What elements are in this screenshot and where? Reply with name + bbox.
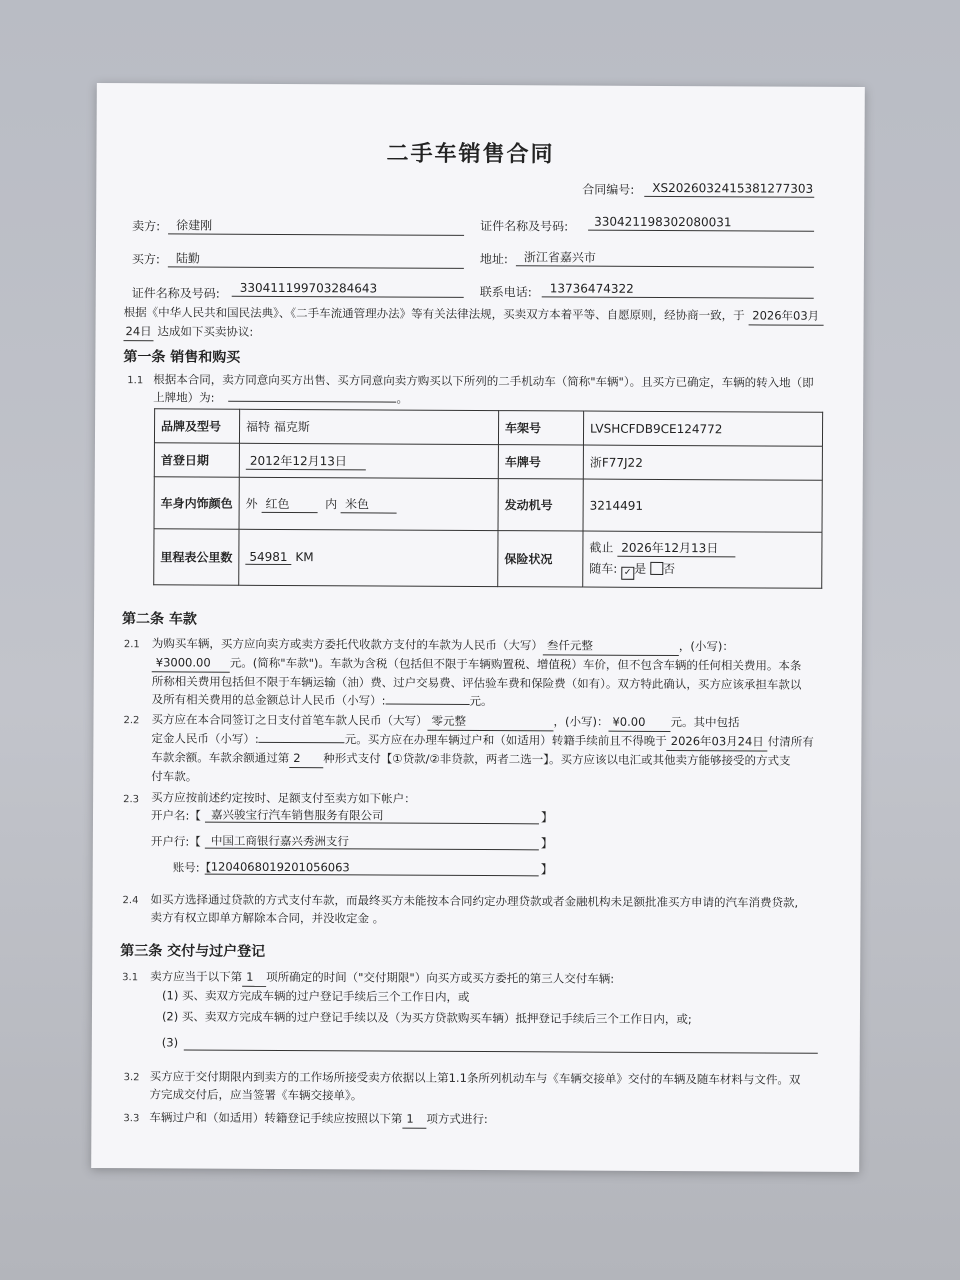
clause-2-1-e: 及所有相关费用的总金额总计人民币（小写）: [151, 692, 386, 708]
mileage-value: 54981 [245, 550, 291, 565]
seller-name: 徐建刚 [176, 218, 213, 233]
clause-2-3-text: 买方应按前述约定按时、足额支付至卖方如下帐户： [151, 790, 416, 806]
account-bank-label: 开户行:【 [150, 834, 201, 849]
account-no-underline [205, 874, 539, 877]
account-bank-close: 】 [540, 836, 553, 851]
clause-3-1-number: 3.1 [122, 972, 139, 984]
clause-2-2-h: 种形式支付【①贷款/②非贷款，两者二选一】。买方应该以电汇或其他卖方能够接受的方式支 [323, 751, 791, 768]
mileage-cell [239, 529, 498, 586]
clause-2-2-a: 买方应在本合同签订之日支付首笔车款人民币（大写） [151, 712, 428, 728]
clause-2-1-d: 所称相关费用包括但不限于车辆运输（油）费、过户交易费、评估验车费和保险费（如有）。双方特此确认，买方应该承担车款以 [151, 674, 802, 692]
table-row [154, 409, 822, 446]
preamble [123, 303, 823, 345]
clause-1-1-line-b: 上牌地）为: [153, 390, 215, 405]
mileage-label: 里程表公里数 [154, 529, 239, 585]
vin-value: LVSHCFDB9CE124772 [583, 411, 822, 446]
engine-label: 发动机号 [498, 479, 583, 531]
clause-1-1-number: 1.1 [127, 375, 144, 387]
account-name-underline [205, 822, 539, 825]
table-row [154, 477, 822, 532]
clause-2-2-number: 2.2 [123, 715, 140, 727]
color-out-value: 红色 [261, 494, 317, 512]
phone: 13736474322 [549, 281, 634, 296]
down-payment-lower: ¥0.00 [608, 713, 670, 732]
clause-2-2 [151, 710, 823, 789]
seller-id-underline [588, 230, 814, 232]
account-name-close: 】 [540, 810, 554, 825]
buyer-id: 330411199703284643 [239, 280, 378, 296]
account-bank: 中国工商银行嘉兴秀洲支行 [210, 833, 349, 849]
contract-no-underline [644, 196, 814, 198]
seller-label: 卖方: [132, 219, 161, 234]
clause-2-4 [150, 890, 822, 930]
clause-1-1-line-a: 根据本合同，卖方同意向买方出售、买方同意向卖方购买以下所列的二手机动车（简称"车辆"）。且买方已确定，车辆的转入地（即 [153, 372, 814, 390]
clause-2-4-b: 卖方有权立即单方解除本合同，并没收定金 。 [150, 910, 385, 926]
clause-2-4-number: 2.4 [122, 895, 139, 907]
price-lower: ¥3000.00 [152, 653, 230, 672]
clause-2-2-g: 车款余额。车款余额通过第 [151, 750, 290, 766]
clause-3-1-option-2: (2) 买、卖双方完成车辆的过户登记手续以及（为买方贷款购买车辆）抵押登记手续后三个工作日内，或; [161, 1009, 692, 1027]
clause-3-2-b: 方完成交付后，应当签署《车辆交接单》。 [149, 1087, 363, 1103]
no-label: 否 [662, 561, 676, 577]
insurance-label: 保险状况 [498, 531, 583, 587]
account-no-close: 】 [540, 862, 553, 877]
price-upper: 叁仟元整 [543, 636, 679, 656]
phone-underline [542, 296, 814, 298]
contract-no: XS2026032415381277303 [652, 180, 814, 196]
option-3-blank [184, 1049, 818, 1053]
buyer-label: 买方: [131, 252, 161, 267]
section-2-title: 第二条 车款 [121, 611, 197, 628]
buyer-underline [168, 266, 464, 269]
clause-1-1-end: 。 [396, 391, 409, 406]
buyer-name: 陆勤 [175, 251, 200, 266]
color-cell [239, 477, 498, 530]
clause-3-1-option-3: (3) [161, 1035, 179, 1050]
reg-date-cell [239, 443, 498, 478]
clause-3-1-a: 卖方应当于以下第 [150, 969, 243, 984]
down-payment-upper: 零元整 [427, 712, 553, 732]
clause-2-2-i: 付车款。 [151, 769, 198, 784]
clause-3-2-number: 3.2 [123, 1072, 140, 1084]
table-row [154, 443, 822, 480]
plate-value: 浙F77J22 [583, 445, 822, 480]
clause-3-2-a: 买方应于交付期限内到卖方的工作场所接受卖方依据以上第1.1条所列机动车与《车辆交接单》交付的车辆及随车材料与文件。双 [149, 1069, 801, 1087]
transfer-place-blank [229, 389, 397, 403]
address-label: 地址: [479, 252, 509, 267]
clause-3-3 [149, 1108, 821, 1131]
clause-3-1-option-1: (1) 买、卖双方完成车辆的过户登记手续后三个工作日内，或 [162, 988, 470, 1004]
clause-2-2-c: 元。其中包括 [670, 715, 740, 730]
with-car-label: 随车: [589, 561, 618, 576]
buyer-id-label: 证件名称及号码: [131, 286, 220, 301]
account-no: 1204068019201056063 [210, 859, 350, 875]
clause-3-3-a: 车辆过户和（如适用）转籍登记手续应按照以下第 [149, 1110, 403, 1126]
clause-2-4-a: 如买方选择通过贷款的方式支付车款，而最终买方未能按本合同约定办理贷款或者金融机构未足额批准买方申请的汽车消费贷款, [150, 892, 799, 910]
account-name-label: 开户名:【 [150, 808, 201, 823]
clause-2-2-d: 定金人民币（小写）: [151, 731, 259, 746]
clause-1-1 [153, 370, 825, 410]
seller-id: 330421198302080031 [594, 214, 732, 230]
account-no-label: 账号:【 [172, 860, 212, 875]
address: 浙江省嘉兴市 [523, 250, 596, 265]
clause-2-2-e: 元。买方应在办理车辆过户和（如适用）转籍手续前且不得晚于 [344, 732, 667, 748]
balance-deadline: 2026年03月24日 [667, 732, 768, 752]
insurance-until-value: 2026年12月13日 [617, 539, 735, 558]
preamble-date-a: 2026年03月 [748, 306, 823, 325]
plate-label: 车牌号 [498, 445, 583, 479]
contract-paper [91, 83, 865, 1172]
color-out-prefix: 外 [245, 496, 258, 511]
preamble-date-b: 24日 [123, 322, 153, 341]
address-underline [516, 265, 814, 268]
yes-label: 是 [634, 561, 647, 576]
clause-3-1 [150, 967, 822, 1008]
brand-value: 福特 福克斯 [239, 409, 498, 444]
yes-checkbox[interactable]: ✓ [621, 567, 634, 580]
reg-date-value: 2012年12月13日 [246, 451, 366, 470]
total-amount-blank [385, 692, 469, 705]
seller-id-label: 证件名称及号码: [480, 219, 569, 234]
preamble-text-2: 达成如下买卖协议: [157, 324, 254, 339]
insurance-until-label: 截止 [589, 540, 614, 555]
clause-2-1-a: 为购买车辆，买方应向卖方或卖方委托代收款方支付的车款为人民币（大写） [151, 636, 543, 653]
vin-label: 车架号 [498, 411, 583, 445]
account-name: 嘉兴骏宝行汽车销售服务有限公司 [210, 807, 384, 823]
insurance-cell [583, 531, 822, 588]
color-label: 车身内饰颜色 [154, 477, 239, 529]
clause-3-3-b: 项方式进行: [426, 1111, 488, 1127]
phone-label: 联系电话: [479, 285, 532, 300]
clause-3-3-number: 3.3 [123, 1113, 140, 1125]
preamble-text-1: 根据《中华人民共和国民法典》、《二手车流通管理办法》等有关法律法规，买卖双方本着平等、自愿原则，经协商一致，于 [123, 305, 745, 323]
brand-label: 品牌及型号 [154, 409, 239, 443]
no-checkbox[interactable] [650, 562, 663, 575]
seller-underline [168, 233, 464, 236]
reg-date-label: 首登日期 [154, 443, 239, 477]
clause-2-3-number: 2.3 [123, 794, 140, 806]
vehicle-table [153, 408, 823, 589]
color-in-value: 米色 [341, 495, 397, 513]
section-1-title: 第一条 销售和购买 [123, 349, 241, 366]
table-row [154, 529, 822, 588]
mileage-unit: KM [295, 550, 314, 565]
clause-2-1-f: 元。 [469, 693, 493, 709]
transfer-option: 1 [402, 1110, 426, 1129]
payment-way: 2 [289, 749, 323, 768]
account-bank-underline [205, 848, 539, 851]
delivery-option: 1 [242, 968, 266, 987]
contract-no-label: 合同编号: [582, 182, 635, 197]
clause-3-2 [150, 1067, 822, 1107]
deposit-blank [259, 730, 345, 743]
clause-2-1 [152, 634, 824, 712]
clause-2-2-b: ，(小写)： [553, 714, 609, 729]
clause-3-1-b: 项所确定的时间（"交付期限"）向买方或买方委托的第三人交付车辆: [266, 969, 615, 986]
clause-2-1-b: ，(小写)： [678, 639, 734, 654]
engine-value: 3214491 [583, 479, 822, 532]
clause-2-2-f: 付清所有 [767, 734, 814, 749]
section-3-title: 第三条 交付与过户登记 [120, 943, 266, 960]
clause-2-1-number: 2.1 [123, 639, 140, 651]
buyer-id-underline [232, 296, 464, 298]
color-in-prefix: 内 [325, 496, 338, 511]
document-title: 二手车销售合同 [386, 141, 555, 168]
clause-2-1-c: 元。(简称"车款")。车款为含税（包括但不限于车辆购置税、增值税）车价，但不包含车辆的任何相关费用。本条 [229, 655, 802, 673]
